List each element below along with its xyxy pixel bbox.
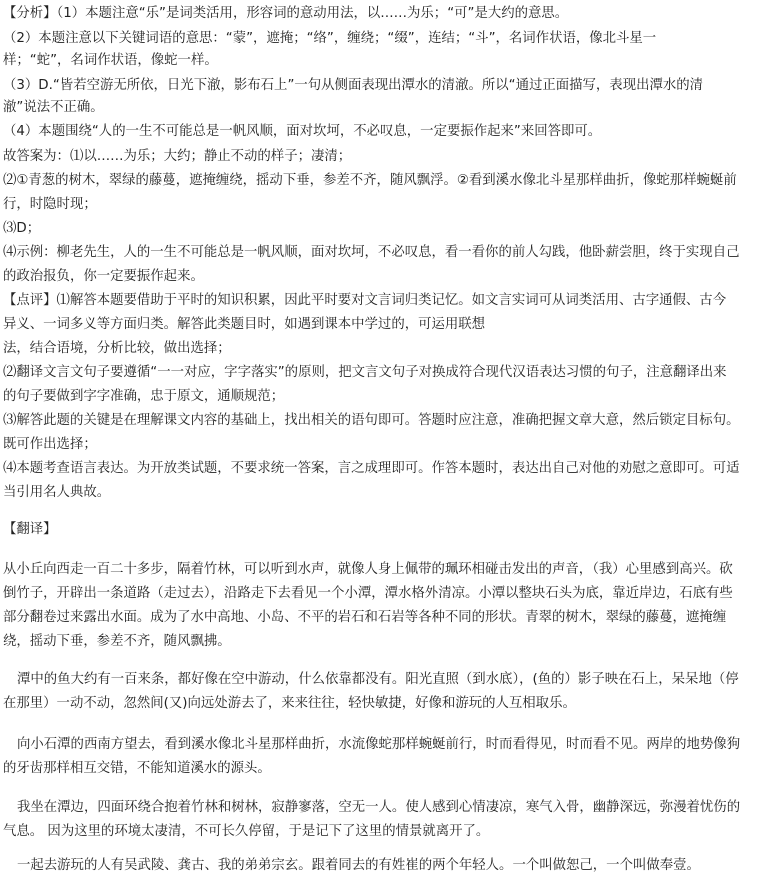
translation-line: 从小丘向西走一百二十多步，隔着竹林，可以听到水声，就像人身上佩带的珮环相碰击发出的声音，（我）心里感到高兴。砍	[3, 562, 733, 577]
analysis-line: 澈”说法不正确。	[3, 100, 104, 115]
answer-line: 故答案为：⑴以……为乐；大约；静止不动的样子；凄清；	[3, 149, 352, 164]
analysis-line: 【分析】（1）本题注意“乐”是词类活用，形容词的意动用法，以……为乐；“可”是大约的意思。	[3, 6, 569, 21]
answer-line: ⑷示例：柳老先生，人的一生不可能总是一帆风顺，面对坎坷，不必叹息，看一看你的前人勾践，他卧薪尝胆，终于实现自己	[3, 245, 740, 260]
translation-line: 潭中的鱼大约有一百来条，都好像在空中游动，什么依靠都没有。阳光直照（到水底），(鱼的）影子映在石上，呆呆地（停	[17, 672, 739, 687]
translation-line: 绕，摇动下垂，参差不齐，随风飘拂。	[3, 634, 231, 649]
comment-line: 既可作出选择；	[3, 437, 97, 452]
answer-line: ⑵①青葱的树木，翠绿的藤蔓，遮掩缠绕，摇动下垂，参差不齐，随风飘浮。②看到溪水像北斗星那样曲折，像蛇那样蜿蜒前	[3, 173, 737, 188]
comment-line: 异义、一词多义等方面归类。解答此类题目时，如遇到课本中学过的，可运用联想	[3, 317, 486, 332]
comment-line: 当引用名人典故。	[3, 485, 111, 500]
translation-line: 倒竹子，开辟出一条道路（走过去），沿路走下去看见一个小潭，潭水格外清凉。小潭以整块石头为底，靠近岸边，石底有些	[3, 586, 733, 601]
answer-line: 的政治报负，你一定要振作起来。	[3, 269, 204, 284]
analysis-line: （4）本题围绕“人的一生不可能总是一帆风顺，面对坎坷，不必叹息，一定要振作起来”来回答即可。	[3, 124, 602, 139]
analysis-line: （3）D.“皆若空游无所依，日光下澈，影布石上”一句从侧面表现出潭水的清澈。所以“通过正面描写，表现出潭水的清	[3, 78, 704, 93]
comment-line: 法，结合语境，分析比较，做出选择；	[3, 341, 231, 356]
translation-line: 一起去游玩的人有吴武陵、龚古、我的弟弟宗玄。跟着同去的有姓崔的两个年轻人。一个叫做恕己，一个叫做奉壹。	[17, 858, 700, 873]
comment-line: ⑷本题考查语言表达。为开放类试题，不要求统一答案，言之成理即可。作答本题时，表达出自己对他的劝慰之意即可。可适	[3, 461, 740, 476]
comment-line: 【点评】⑴解答本题要借助于平时的知识积累，因此平时要对文言词归类记忆。如文言实词可从词类活用、古字通假、古今	[3, 293, 727, 308]
comment-line: 的句子要做到字字准确，忠于原文，通顺规范；	[3, 389, 285, 404]
answer-line: 行，时隐时现；	[3, 197, 97, 212]
translation-line: 在那里）一动不动，忽然间(又)向远处游去了，来来往往，轻快敏捷，好像和游玩的人互相取乐。	[3, 696, 576, 711]
translation-heading: 【翻译】	[3, 522, 57, 537]
translation-line: 的牙齿那样相互交错，不能知道溪水的源头。	[3, 761, 271, 776]
analysis-line: 样；“蛇”，名词作状语，像蛇一样。	[3, 53, 218, 68]
answer-line: ⑶D；	[3, 221, 41, 236]
translation-line: 我坐在潭边，四面环绕合抱着竹林和树林，寂静寥落，空无一人。使人感到心情凄凉，寒气入骨，幽静深远，弥漫着忧伤的	[17, 800, 741, 815]
comment-line: ⑶解答此题的关键是在理解课文内容的基础上，找出相关的语句即可。答题时应注意，准确把握文章大意，然后锁定目标句。	[3, 413, 740, 428]
analysis-line: （2）本题注意以下关键词语的意思：“蒙”，遮掩；“络”，缠绕；“缀”，连结；“斗”，名词作状语，像北斗星一	[3, 31, 657, 46]
translation-line: 部分翻卷过来露出水面。成为了水中高地、小岛、不平的岩石和石岩等各种不同的形状。青翠的树木，翠绿的藤蔓，遮掩缠	[3, 610, 727, 625]
translation-line: 向小石潭的西南方望去，看到溪水像北斗星那样曲折，水流像蛇那样蜿蜒前行，时而看得见，时而看不见。两岸的地势像狗	[17, 737, 741, 752]
translation-line: 气息。 因为这里的环境太凄清，不可长久停留，于是记下了这里的情景就离开了。	[3, 824, 490, 839]
comment-line: ⑵翻译文言文句子要遵循“一一对应，字字落实”的原则，把文言文句子对换成符合现代汉语表达习惯的句子，注意翻译出来	[3, 365, 727, 380]
